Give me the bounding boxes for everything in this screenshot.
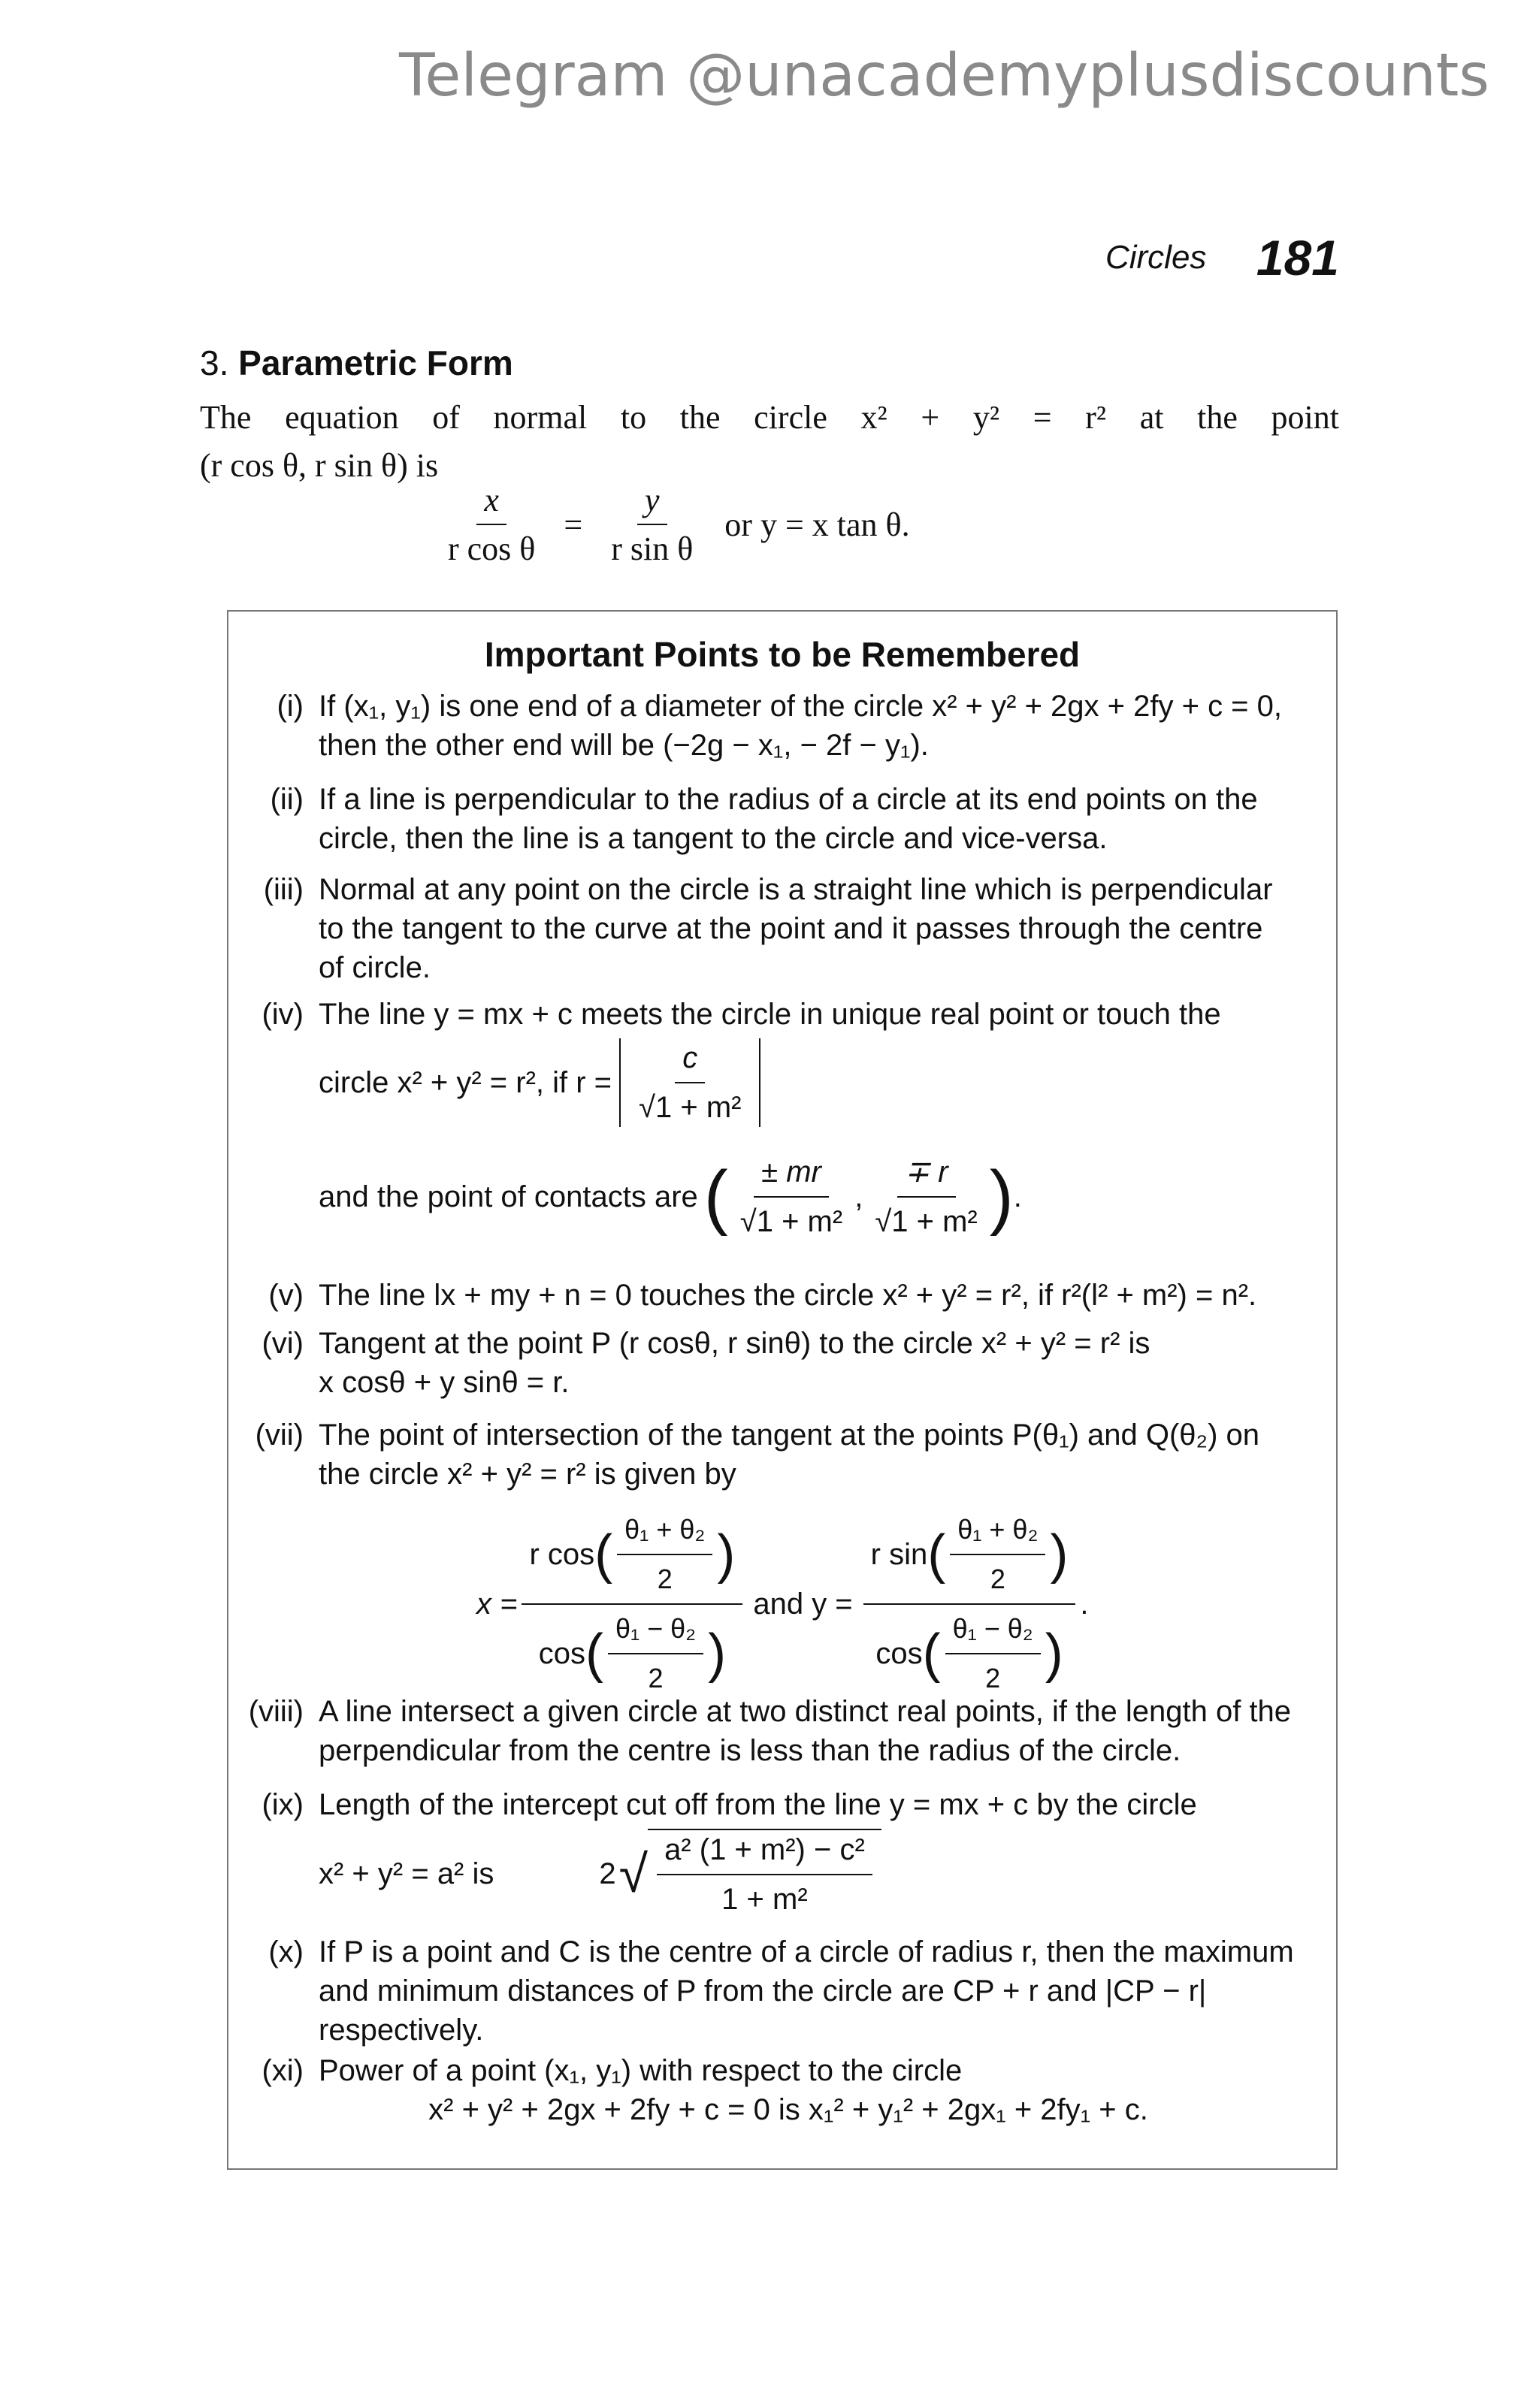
running-header [0,229,1339,286]
r-sin: r sin [870,1538,928,1571]
fraction [657,1830,872,1919]
half-sum [950,1510,1045,1599]
cos: cos [538,1637,585,1670]
fraction [867,1153,984,1241]
sqrt-sign: √ [618,1845,649,1903]
item-label: (viii) [248,1695,304,1728]
fraction-denominator: 1 + m² [721,1883,808,1916]
item-text [319,1415,1318,1494]
item-text [319,995,1318,1034]
paren-close: ) [1045,1624,1063,1684]
x-lhs: x = [476,1588,518,1621]
box-title: Important Points to be Remembered [484,635,1081,674]
item-label: (v) [268,1279,304,1312]
item-line: perpendicular from the centre is less than the radius of the circle. [319,1734,1181,1767]
x-denominator [531,1605,733,1698]
item-text [319,780,1318,858]
item-label: (i) [277,690,304,723]
fraction-numerator: a² (1 + m²) − c² [657,1830,872,1875]
item-line: the circle x² + y² = r² is given by [319,1458,736,1491]
absolute-value [619,1038,760,1127]
paren-open: ( [703,1156,728,1237]
period: . [1013,1180,1022,1213]
fraction-denominator: 2 [657,1564,673,1594]
fraction [631,1038,748,1127]
and-y-lhs: and y = [753,1588,853,1621]
item-line: x² + y² + 2gx + 2fy + c = 0 is x₁² + y₁² + 2gx₁ + 2fy₁ + c. [428,2093,1148,2126]
fraction-y [603,481,700,568]
item-text [319,687,1318,765]
item-line: The line lx + my + n = 0 touches the circle x² + y² = r², if r²(l² + m²) = n². [319,1279,1257,1312]
fraction-denominator: 2 [990,1564,1005,1594]
paren-open: ( [594,1524,613,1585]
intersection-formula [476,1510,1089,1698]
item-text [319,2051,1318,2129]
cos: cos [875,1637,923,1670]
item-line: to the tangent to the curve at the point and it passes through the centre [319,912,1263,945]
section-title: Parametric Form [238,343,513,382]
item-line: of circle. [319,951,431,984]
item-line: then the other end will be (−2g − x₁, − 2f − y₁). [319,729,929,762]
item-label: (iii) [263,873,304,906]
coefficient: 2 [599,1857,616,1890]
fraction-numerator: θ₁ + θ₂ [617,1510,712,1555]
fraction-numerator: c [675,1038,705,1083]
equation-tail: or y = x tan θ. [724,506,910,543]
paren-close: ) [717,1524,736,1585]
fraction-numerator: θ₁ + θ₂ [950,1510,1045,1555]
y-numerator [863,1510,1076,1605]
item-line: If (x₁, y₁) is one end of a diameter of the circle x² + y² + 2gx + 2fy + c = 0, [319,690,1283,723]
item-label: (vii) [255,1419,304,1452]
item-line: Power of a point (x₁, y₁) with respect to the circle [319,2054,963,2087]
sqrt-radicand [648,1829,881,1919]
y-fraction [863,1510,1076,1698]
contact-points [319,1153,1022,1241]
half-diff [608,1609,703,1698]
section-heading [200,343,513,383]
paren-close: ) [708,1624,727,1684]
tangency-condition [319,1038,760,1127]
math-prefix: x² + y² = a² is [319,1857,494,1890]
item-line: respectively. [319,2014,484,2047]
item-line: and minimum distances of P from the circle are CP + r and |CP − r| [319,1974,1207,2008]
fraction-numerator: θ₁ − θ₂ [945,1609,1041,1654]
item-line: Normal at any point on the circle is a straight line which is perpendicular [319,873,1273,906]
fraction-numerator: ± mr [754,1153,829,1198]
fraction-denominator: 2 [648,1663,664,1693]
x-fraction [522,1510,742,1698]
normal-equation [436,481,910,568]
paren-close: ) [1050,1524,1069,1585]
item-label: (iv) [262,998,304,1031]
paren-open: ( [585,1624,603,1684]
item-label: (xi) [262,2054,304,2087]
item-line: x cosθ + y sinθ = r. [319,1366,570,1399]
half-sum [617,1510,712,1599]
item-line: Length of the intercept cut off from the line y = mx + c by the circle [319,1788,1197,1821]
item-text [319,1276,1318,1315]
header-section: Circles [1105,239,1207,276]
item-label: (ix) [262,1788,304,1821]
item-line: circle, then the line is a tangent to the circle and vice-versa. [319,822,1108,855]
item-text [319,1785,1318,1824]
y-denominator [868,1605,1070,1698]
item-text [319,1932,1318,2050]
period: . [1080,1588,1089,1621]
page-number: 181 [1256,230,1339,286]
half-diff [945,1609,1041,1698]
fraction [733,1153,850,1241]
fraction-numerator: y [637,481,667,525]
item-line: Tangent at the point P (r cosθ, r sinθ) to the circle x² + y² = r² is [319,1327,1150,1360]
item-line: A line intersect a given circle at two distinct real points, if the length of the [319,1695,1292,1728]
math-prefix: and the point of contacts are [319,1180,698,1213]
r-cos: r cos [529,1538,595,1571]
item-line: If a line is perpendicular to the radius of a circle at its end points on the [319,783,1258,816]
paren-close: ) [989,1156,1014,1237]
intercept-formula [319,1829,881,1919]
item-label: (ii) [270,783,304,816]
fraction-denominator: √1 + m² [875,1205,978,1238]
item-text [319,870,1318,987]
item-line: The line y = mx + c meets the circle in unique real point or touch the [319,998,1221,1031]
fraction-x [440,481,543,568]
fraction-denominator: r cos θ [448,530,536,567]
item-text [319,1692,1318,1770]
fraction-denominator: √1 + m² [739,1205,843,1238]
item-line: The point of intersection of the tangent at the points P(θ₁) and Q(θ₂) on [319,1419,1259,1452]
item-text [319,1324,1318,1402]
section-number: 3. [200,343,229,382]
fraction-denominator: √1 + m² [639,1091,742,1124]
item-label: (x) [268,1935,304,1968]
intro-paragraph [200,394,1339,490]
fraction-numerator: x [476,481,506,525]
equals-sign: = [564,506,583,543]
paren-open: ( [927,1524,946,1585]
comma: , [854,1180,863,1213]
watermark-text: Telegram @unacademyplusdiscounts [399,42,1489,110]
item-label: (vi) [262,1327,304,1360]
paren-open: ( [922,1624,941,1684]
important-points-box [227,610,1338,2170]
fraction-denominator: r sin θ [611,530,694,567]
fraction-denominator: 2 [985,1663,1001,1693]
intro-line-1: The equation of normal to the circle x² + y² = r² at the point [200,399,1339,436]
x-numerator [522,1510,742,1605]
intro-line-2: (r cos θ, r sin θ) is [200,447,439,484]
fraction-numerator: ∓ r [897,1153,956,1198]
item-line: If P is a point and C is the centre of a circle of radius r, then the maximum [319,1935,1294,1968]
fraction-numerator: θ₁ − θ₂ [608,1609,703,1654]
math-prefix: circle x² + y² = r², if r = [319,1066,612,1099]
